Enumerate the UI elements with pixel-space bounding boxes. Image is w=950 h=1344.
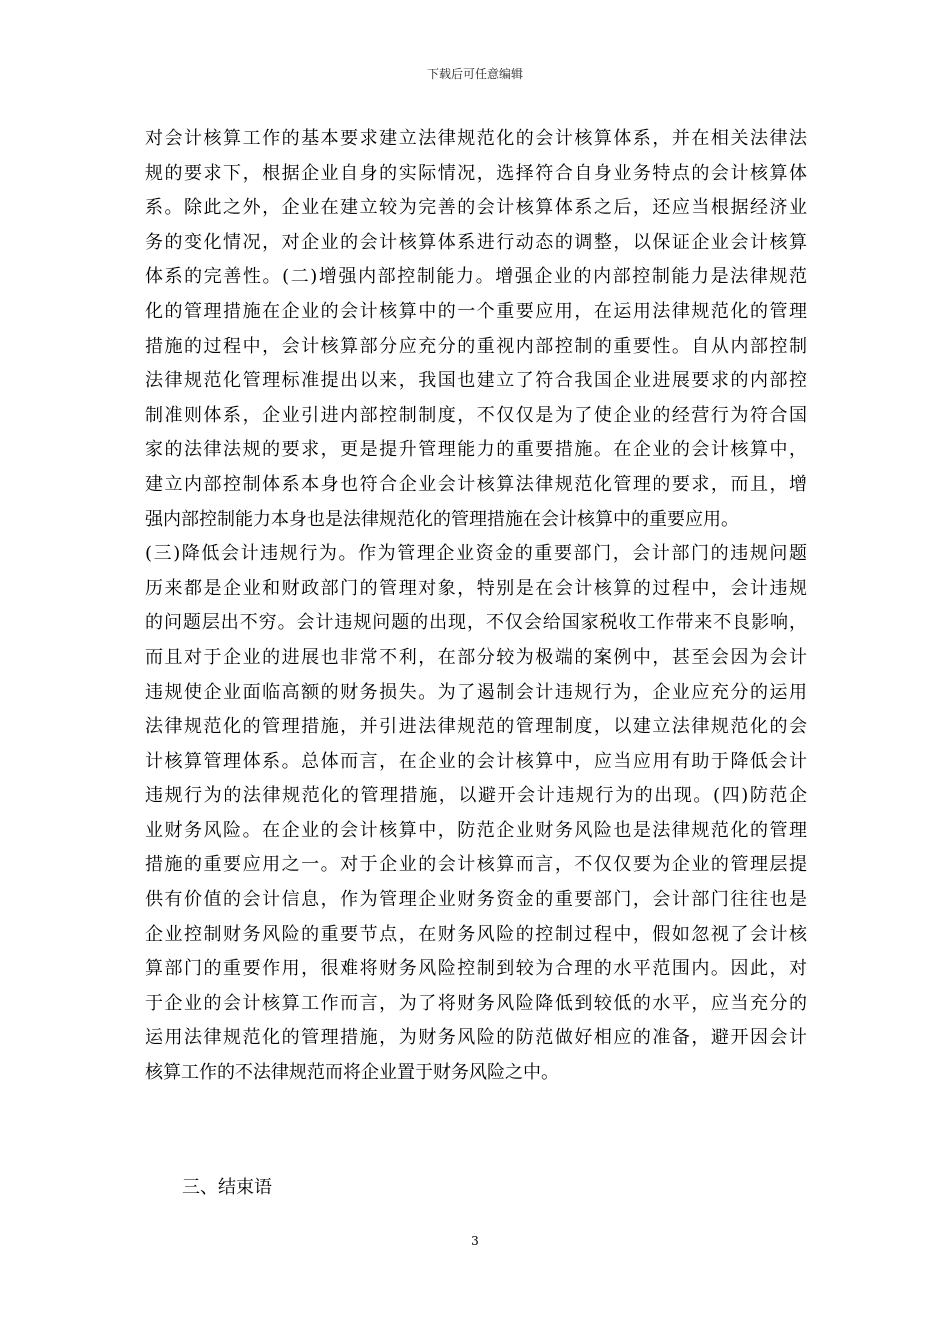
text-line: 制准则体系，企业引进内部控制制度，不仅仅是为了使企业的经营行为符合国 (145, 404, 807, 426)
text-line: 于企业的会计核算工作而言，为了将财务风险降低到较低的水平，应当充分的 (145, 992, 807, 1014)
text-line: 业财务风险。在企业的会计核算中，防范企业财务风险也是法律规范化的管理 (145, 819, 807, 841)
text-line: 核算工作的不法律规范而将企业置于财务风险之中。 (145, 1062, 559, 1084)
text-line: 化的管理措施在企业的会计核算中的一个重要应用，在运用法律规范化的管理 (145, 300, 807, 322)
text-line: (三)降低会计违规行为。作为管理企业资金的重要部门，会计部门的违规问题 (145, 543, 807, 565)
text-line: 法律规范化的管理措施，并引进法律规范的管理制度，以建立法律规范化的会 (145, 716, 807, 738)
text-line: 计核算管理体系。总体而言，在企业的会计核算中，应当应用有助于降低会计 (145, 750, 807, 772)
text-line: 而且对于企业的进展也非常不利，在部分较为极端的案例中，甚至会因为会计 (145, 646, 807, 668)
section-heading: 三、结束语 (182, 1177, 272, 1198)
text-line: 强内部控制能力本身也是法律规范化的管理措施在会计核算中的重要应用。 (145, 508, 739, 530)
text-line: 措施的重要应用之一。对于企业的会计核算而言，不仅仅要为企业的管理层提 (145, 854, 807, 876)
text-line: 违规行为的法律规范化的管理措施，以避开会计违规行为的出现。(四)防范企 (145, 785, 807, 807)
text-line: 法律规范化管理标准提出以来，我国也建立了符合我国企业进展要求的内部控 (145, 370, 807, 392)
text-line: 体系的完善性。(二)增强内部控制能力。增强企业的内部控制能力是法律规范 (145, 266, 807, 288)
text-line: 违规使企业面临高额的财务损失。为了遏制会计违规行为，企业应充分的运用 (145, 681, 807, 703)
text-line: 历来都是企业和财政部门的管理对象，特别是在会计核算的过程中，会计违规 (145, 577, 807, 599)
text-line: 对会计核算工作的基本要求建立法律规范化的会计核算体系，并在相关法律法 (145, 128, 807, 149)
body-paragraph (145, 122, 807, 1091)
text-line: 运用法律规范化的管理措施，为财务风险的防范做好相应的准备，避开因会计 (145, 1027, 807, 1049)
page-number: 3 (471, 1234, 479, 1248)
text-line: 的问题层出不穷。会计违规问题的出现，不仅会给国家税收工作带来不良影响， (145, 612, 807, 634)
text-line: 建立内部控制体系本身也符合企业会计核算法律规范化管理的要求，而且，增 (145, 473, 807, 495)
text-line: 算部门的重要作用，很难将财务风险控制到较为合理的水平范围内。因此，对 (145, 958, 807, 980)
text-line: 供有价值的会计信息，作为管理企业财务资金的重要部门，会计部门往往也是 (145, 889, 807, 911)
text-line: 系。除此之外，企业在建立较为完善的会计核算体系之后，还应当根据经济业 (145, 197, 807, 219)
text-line: 家的法律法规的要求，更是提升管理能力的重要措施。在企业的会计核算中， (145, 439, 807, 461)
page-header: 下载后可任意编辑 (426, 67, 523, 81)
text-line: 企业控制财务风险的重要节点，在财务风险的控制过程中，假如忽视了会计核 (145, 923, 807, 945)
text-line: 措施的过程中，会计核算部分应充分的重视内部控制的重要性。自从内部控制 (145, 335, 807, 357)
text-line: 务的变化情况，对企业的会计核算体系进行动态的调整，以保证企业会计核算 (145, 231, 807, 253)
text-line: 规的要求下，根据企业自身的实际情况，选择符合自身业务特点的会计核算体 (145, 162, 807, 184)
